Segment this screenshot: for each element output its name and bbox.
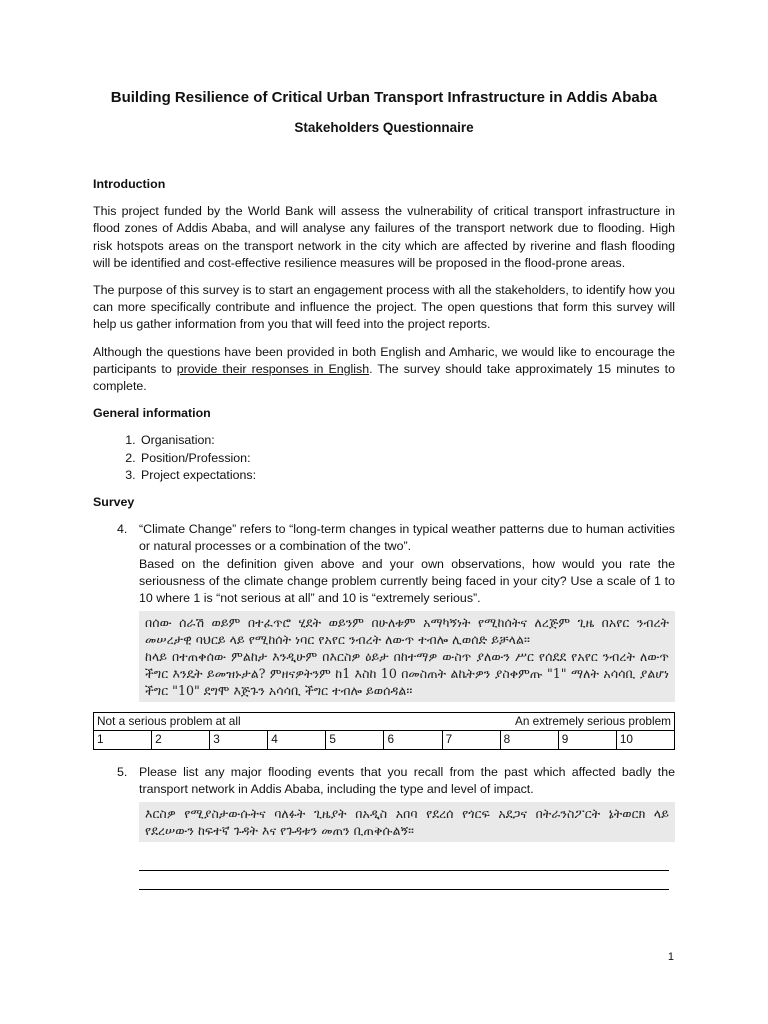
list-item-expectations: 3. Project expectations: [139,467,675,484]
question-5-amharic [139,802,675,842]
scale-cell-7[interactable]: 7 [442,731,500,749]
question-5 [93,764,675,798]
scale-cell-3[interactable]: 3 [210,731,268,749]
scale-cell-5[interactable]: 5 [326,731,384,749]
survey-heading: Survey [93,495,135,510]
question-4-number: 4. [117,522,128,537]
scale-cell-9[interactable]: 9 [558,731,616,749]
document-body [93,176,675,890]
scale-left-label: Not a serious problem at all [97,714,241,729]
answer-line-1[interactable] [139,852,669,871]
page-number: 1 [667,951,674,963]
scale-cell-1[interactable]: 1 [94,731,152,749]
intro-paragraph-1: This project funded by the World Bank will assess the vulnerability of critical transport infrastructure in flood zones of Addis Ababa, and will analyse any failures of the transport network due to flooding. High risk hotspots areas on the transport network in the city which are affected by riverine and flash flooding will be identified and cost-effective resilience measures will be proposed in the flood-prone areas. [93,204,675,270]
general-info-heading: General information [93,406,211,421]
scale-right-label: An extremely serious problem [514,714,671,729]
question-4-prompt: Based on the definition given above and your own observations, how would you rate the seriousness of the climate change problem currently being faced in your city? Use a scale of 1 to 10 where 1 is “not serious at all” and 10 is “extremely serious”. [139,556,675,606]
answer-lines [139,852,675,890]
intro-paragraph-2: The purpose of this survey is to start an engagement process with all the stakeholders, to identify how you can more specifically contribute and influence the project. The open questions that form this survey will help us gather information from you that will feed into the project reports. [93,283,675,332]
question-4-amharic-definition: በሰው ሰራሽ ወይም በተፈጥሮ ሂደት ወይንም በሁለቱም አማካኝነት የሚከሰትና ለረጅም ጊዜ በአየር ንብረት መሠረታዊ ባህርይ ላይ የሚከሰት ነባር የአየር ንብረት ለውጥ ተብሎ ሊወሰድ ይቻላል፡፡ [145,615,669,648]
rating-scale-table [93,712,675,749]
introduction-heading: Introduction [93,177,166,191]
list-item-position: 2. Position/Profession: [139,450,675,467]
question-5-prompt: Please list any major flooding events that you recall from the past which affected badly the transport network in Addis Ababa, including the type and level of impact. [139,764,675,796]
list-item-organisation: 1. Organisation: [139,432,675,449]
document-title: Building Resilience of Critical Urban Transport Infrastructure in Addis Ababa [110,89,658,106]
answer-line-2[interactable] [139,871,669,890]
scale-cell-2[interactable]: 2 [152,731,210,749]
question-4-amharic-prompt: ከላይ በተጠቀሰው ምልከታ እንዲሁም በእርስዎ ዕይታ በከተማዎ ውስጥ ያለውን ሥር የሰደደ የአየር ንብረት ለውጥ ችግር እንዴት ይመዝኑታል? ምዘናዎትንም ከ1 እስከ 10 በመስጠት ልኬትዎን ያስቀምጡ "1" ማለት አሳሳቢ ያልሆነ ችግር "10" ደግሞ እጅጉን አሳሳቢ ችግር ተብሎ ይወሰዳል፡፡ [145,649,669,699]
general-info-list [93,432,675,484]
question-4-amharic [139,611,675,702]
scale-cell-10[interactable]: 10 [616,731,674,749]
intro-p3-start: Although the questions have been provided in both English and Amharic, we would like to encourage the participants to [93,344,675,376]
english-response-note: provide their responses in English [176,361,370,376]
scale-cell-4[interactable]: 4 [268,731,326,749]
question-5-number: 5. [117,764,128,779]
scale-cell-6[interactable]: 6 [384,731,442,749]
question-4 [93,521,675,607]
scale-cell-8[interactable]: 8 [500,731,558,749]
question-5-amharic-prompt: እርስዎ የሚያስታውሱትና ባለፉት ጊዜያት በአዲስ አበባ የደረሰ የጎርፍ አደጋና በትራንስፖርት ኔትወርክ ላይ የደረሠውን ከፍተኛ ጉዳት እና የጉዳቱን መጠን ቢጠቅሱልኝ፡፡ [145,806,669,839]
intro-p3-end: . The survey should take approximately 15 minutes to complete. [93,361,675,394]
intro-paragraph-3 [93,344,675,396]
document-subtitle: Stakeholders Questionnaire [294,120,474,135]
question-4-definition: “Climate Change” refers to “long-term changes in typical weather patterns due to human activities or natural processes or a combination of the two”. [139,522,675,554]
